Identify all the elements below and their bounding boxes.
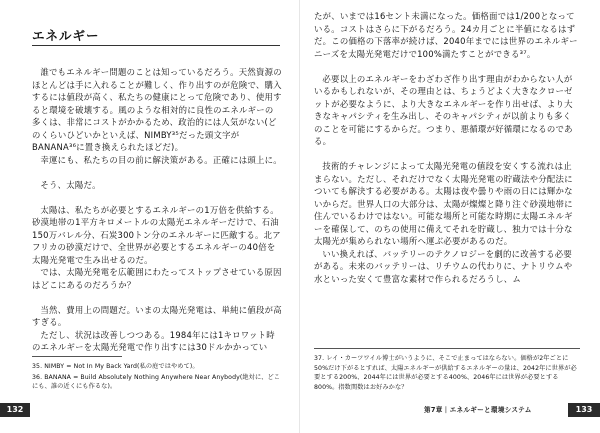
paragraph: 太陽は、私たちが必要とするエネルギーの1万倍を供給する。砂漠地帯の1平方キロメートルの太陽光エネルギーだけで、石油150万バレル分、石炭300トン分のエネルギーに匹敵する。北アフリカの砂漠だけで、全世界が必要とするエネルギーの40倍を太陽光発電で生み出せるのだ。 [32, 204, 281, 265]
footnote-rule [314, 348, 580, 349]
right-body-text [314, 10, 580, 285]
chapter-title: エネルギー [32, 28, 100, 43]
paragraph: ただし、状況は改善しつつある。1984年には1キロワット時のエネルギーを太陽光発電で作り出すには30ドルかかってい [32, 329, 275, 352]
page-number: 133 [568, 403, 600, 417]
footnote: 37. レイ・カーツワイル博士がいうように、そこで止まってはならない。価格が2年ごとに50%だけ下がるとすれば、太陽エネルギーが供給するエネルギーの量は、2042年に世界が必要とする200%、2044年には世界が必要とする400%、2046年には世界が必要とする800%。指数関数はお好みかな？ [314, 355, 577, 391]
left-footnotes [32, 362, 282, 393]
paragraph: 当然、費用上の問題だ。いまの太陽光発電は、単純に値段が高すぎる。 [32, 304, 282, 327]
chapter-footer: 第7章｜エネルギーと環境システム [424, 406, 532, 414]
paragraph: いい換えれば、バッテリーのテクノロジーを劇的に改善する必要がある。未来のバッテリーは、リチウムの代わりに、ナトリウムや水といった安くて豊富な素材で作られるだろうし、ム [314, 248, 573, 284]
left-body-text [32, 66, 282, 354]
paragraph: 技術的チャレンジによって太陽光発電の値段を安くする流れは止まらない。ただし、それだけでなく太陽光発電の貯蔵法や分配法についても解決する必要がある。太陽は夜や曇りや雨の日には輝かないからだ。世界人口の大部分は、太陽が燦燦と降り注ぐ砂漠地帯に住んでいるわけではない。可能な場所と可能な時期に太陽エネルギーを確保して、のちの使用に備えてそれを貯蔵し、独力では十分な太陽光が集められない場所へ運ぶ必要があるのだ。 [314, 161, 573, 246]
footnote-rule [32, 356, 122, 357]
paragraph: そう、太陽だ。 [40, 179, 101, 190]
chapter-title-rule [32, 45, 280, 46]
footnote: 35. NIMBY = Not In My Back Yard(私の庭ではやめて)。 [32, 363, 199, 370]
paragraph: 必要以上のエネルギーをわざわざ作り出す理由がわからない人がいるかもしれないが、その理由とは、ちょうどよく大きなクローゼットが必要なように、より大きなエネルギーを作り出せば、より大きなキャパシティを生み出し、そのキャパシティが以前よりも多くのことを可能にするからだ。つまり、悪循環が好循環になるのである。 [314, 73, 573, 146]
paragraph: 誰でもエネルギー問題のことは知っているだろう。天然資源のほとんどは手に入れることが難しく、作り出すのが危険で、購入するには値段が高く、私たちの健康にとって危険であり、使用すると環境を破壊する。風のような相対的に良性のエネルギーの多くは、非常にコストがかかるため、政治的には人気がない(どのくらいひどいかといえば、NIMBY³⁵だった頭文字がBANANA³⁶に置き換えられたほどだ)。 [32, 67, 282, 152]
footnote: 36. BANANA = Build Absolutely Nothing Anywhere Near Anybody(絶対に、どこにも、誰の近くにも作るな)。 [32, 373, 281, 390]
paragraph: 幸運にも、私たちの目の前に解決策がある。正確には頭上に。 [40, 154, 282, 165]
paragraph: では、太陽光発電を広範囲にわたってストップさせている原因はどこにあるのだろうか？ [32, 267, 282, 290]
page-number: 132 [0, 403, 30, 417]
right-page [300, 0, 600, 433]
right-footnotes [314, 354, 580, 393]
paragraph: たが、いまでは16セント未満になった。価格面では1/200となっている。コストはさらに下がるだろう。24カ月ごとに半値になるはずだ。この価格の下落率が続けば、2040年までには世界のエネルギーニーズを太陽光発電だけで100%満たすことができる³⁷。 [314, 11, 578, 59]
